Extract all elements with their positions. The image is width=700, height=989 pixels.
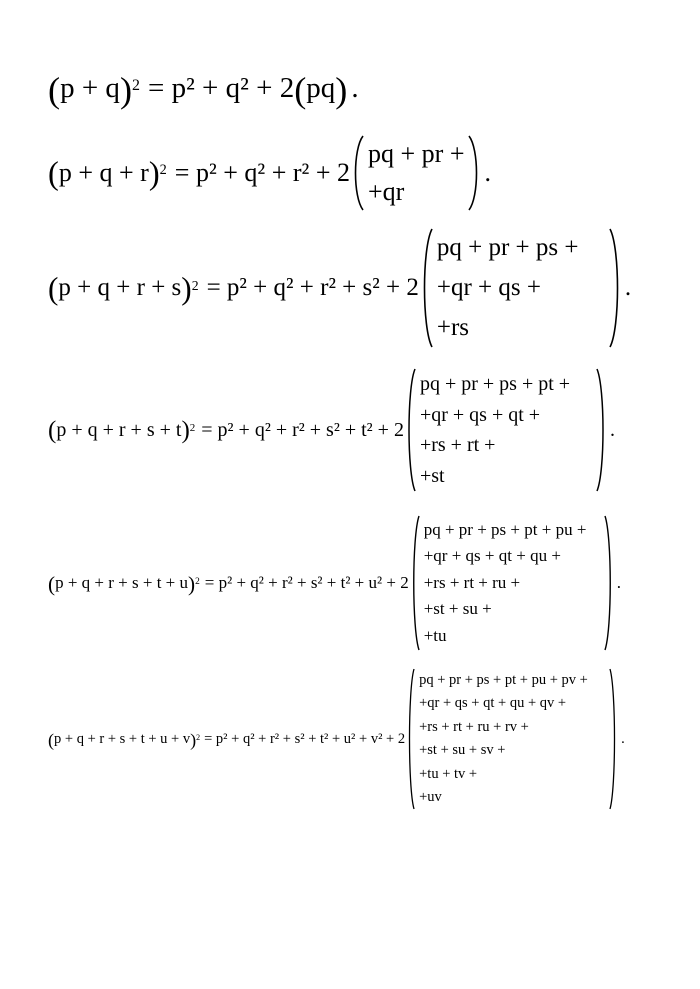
cross-term-row: pq — [306, 72, 336, 104]
left-bracket — [352, 135, 364, 211]
cross-term-row: pq + pr + ps + pt + pu + — [423, 519, 587, 539]
left-bracket — [421, 228, 433, 348]
cross-term-matrix — [352, 135, 480, 211]
cross-term-row: +uv — [419, 789, 442, 805]
matrix-rows — [420, 515, 604, 651]
matrix-rows — [364, 135, 468, 211]
cross-term-row: +st + su + sv + — [419, 742, 506, 758]
rhs-squares: = p² + q² + r² + s² + t² + u² + v² + 2 — [204, 730, 406, 747]
lhs-base: p + q + r — [58, 158, 149, 187]
cross-term-row: +qr + qs + qt + — [419, 403, 541, 426]
cross-term-row: +rs + rt + ru + rv + — [419, 718, 529, 735]
cross-term-row: +rs — [436, 314, 470, 341]
cross-term-row: +tu + tv + — [419, 765, 478, 782]
rhs-squares: = p² + q² + r² + 2 — [174, 158, 350, 187]
lhs-base: p + q + r + s + t + u — [55, 573, 189, 592]
equation-1: ( p + q ) $^2$ = p² + q² + 2 ( pq ) . — [48, 69, 359, 110]
cross-term-row: +rs + rt + ru + — [423, 572, 521, 592]
period: . — [624, 274, 632, 301]
left-bracket — [407, 668, 415, 810]
cross-term-row: +qr + qs + — [436, 274, 541, 301]
lhs-exponent: 2 — [191, 277, 199, 293]
right-bracket — [596, 368, 606, 492]
cross-term-row: pq + pr + ps + — [436, 234, 579, 261]
right-bracket — [609, 668, 617, 810]
cross-term-row: +st + su + — [423, 599, 492, 619]
period: . — [484, 158, 491, 187]
lhs-base: p + q — [60, 72, 120, 104]
cross-term-row: pq + pr + — [368, 139, 465, 168]
cross-term-row: pq + pr + ps + pt + — [419, 373, 571, 395]
lhs-exponent: 2 — [132, 77, 140, 95]
cross-term-row: pq + pr + ps + pt + pu + pv + — [419, 671, 588, 688]
lhs-base: p + q + r + s + t — [56, 418, 182, 441]
lhs-exponent: 2 — [195, 576, 200, 587]
lhs-exponent: 2 — [196, 733, 201, 743]
cross-term-row: +st — [419, 464, 445, 487]
rhs-squares: = p² + q² + r² + s² + 2 — [206, 274, 419, 301]
equation-4: ( p + q + r + s + t ) $^2$ = p² + q² + r² + s² + t² + 2 pq + pr + ps + pt + +qr + qs + qt + +rs + rt + +st . — [48, 368, 615, 492]
equation-5: ( p + q + r + s + t + u ) $^2$ = p² + q² + r² + s² + t² + u² + 2 pq + pr + ps + pt + pu + +qr + qs + qt + qu + +rs + rt + ru + +st + su + +tu . — [48, 515, 621, 651]
rhs-squares: = p² + q² + 2 — [147, 72, 295, 104]
cross-term-row: +qr + qs + qt + qu + qv + — [419, 695, 567, 711]
left-bracket — [411, 515, 420, 651]
cross-term-matrix — [421, 228, 621, 348]
cross-term-matrix — [411, 515, 613, 651]
period: . — [621, 730, 625, 747]
matrix-rows — [415, 668, 609, 810]
equation-3: ( p + q + r + s ) $^2$ = p² + q² + r² + s² + 2 pq + pr + ps + +qr + qs + +rs . — [48, 228, 631, 348]
cross-term-row: +qr — [368, 177, 405, 206]
matrix-rows — [433, 228, 609, 348]
period: . — [351, 72, 359, 104]
cross-term-row: +tu — [423, 625, 447, 645]
cross-term-row: +qr + qs + qt + qu + — [423, 546, 561, 566]
period: . — [609, 418, 615, 441]
cross-term-row: +rs + rt + — [419, 434, 496, 456]
lhs-exponent: 2 — [159, 162, 167, 179]
right-bracket — [468, 135, 480, 211]
lhs-base: p + q + r + s + t + u + v — [54, 730, 191, 747]
cross-term-matrix — [407, 668, 617, 810]
right-bracket — [604, 515, 613, 651]
equation-6: ( p + q + r + s + t + u + v ) $^2$ = p² + q² + r² + s² + t² + u² + v² + 2 pq + pr + ps + pt + pu + pv + +qr + qs + qt + qu + qv + +rs + rt + ru + rv + +st + su + sv + +tu + tv + +uv . — [48, 668, 625, 810]
period: . — [616, 573, 621, 592]
lhs-exponent: 2 — [189, 422, 196, 435]
left-bracket — [406, 368, 416, 492]
cross-term-matrix — [406, 368, 606, 492]
rhs-squares: = p² + q² + r² + s² + t² + u² + 2 — [204, 573, 409, 592]
matrix-rows — [416, 368, 596, 492]
equation-2: ( p + q + r ) $^2$ = p² + q² + r² + 2 pq + pr + +qr . — [48, 135, 491, 211]
right-bracket — [609, 228, 621, 348]
rhs-squares: = p² + q² + r² + s² + t² + 2 — [201, 418, 404, 441]
lhs-base: p + q + r + s — [58, 274, 182, 301]
